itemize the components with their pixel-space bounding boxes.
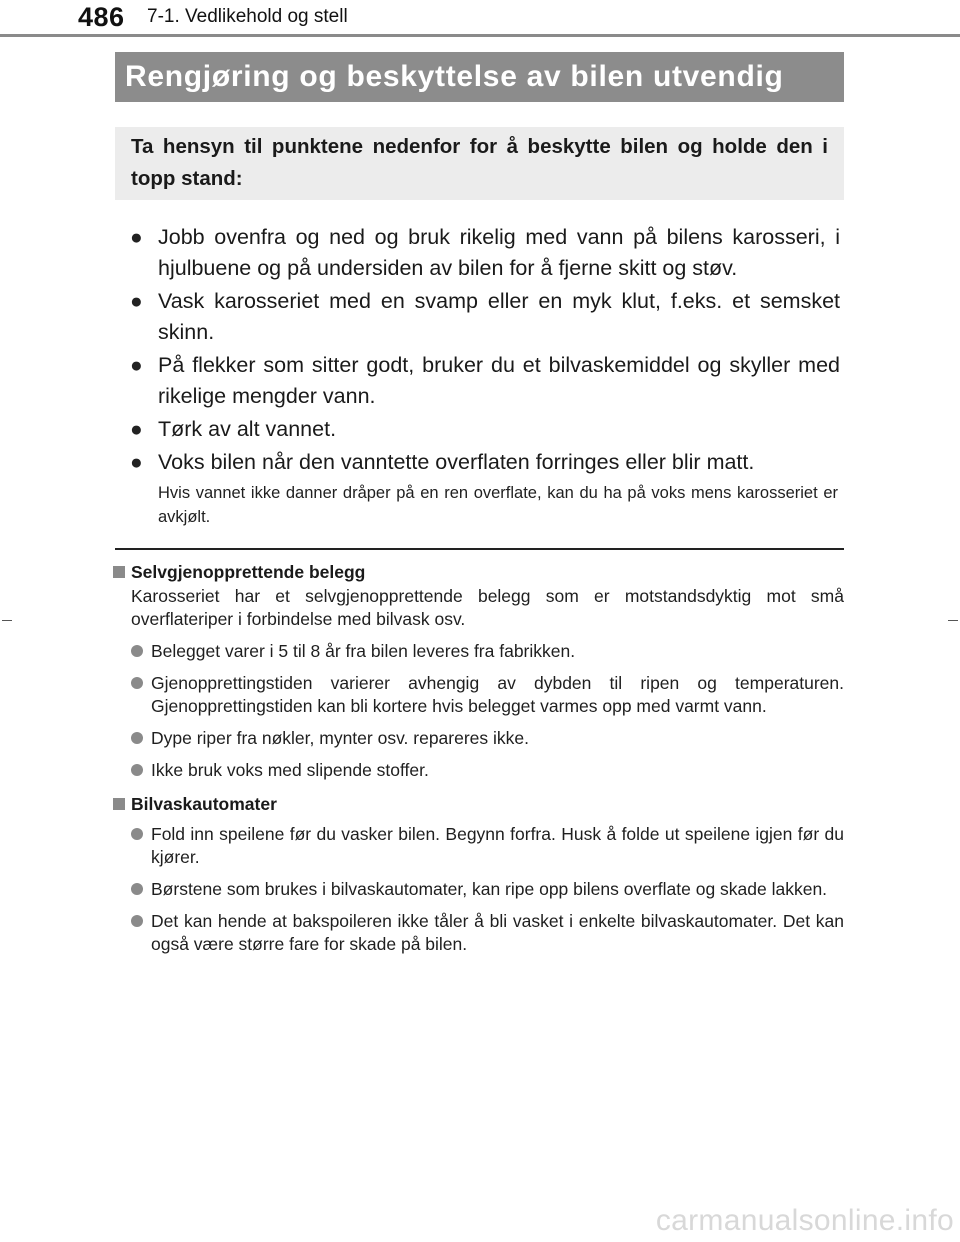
note-list — [113, 640, 844, 782]
crop-mark-right — [948, 620, 958, 621]
gray-bullet-icon — [131, 883, 143, 895]
note-item-text: Belegget varer i 5 til 8 år fra bilen leveres fra fabrikken. — [151, 641, 576, 661]
note-heading-text: Selvgjenopprettende belegg — [131, 562, 366, 582]
gray-bullet-icon — [131, 732, 143, 744]
note-item-text: Fold inn speilene før du vasker bilen. Begynn forfra. Husk å folde ut speilene igjen før du kjører. — [151, 824, 844, 867]
note-item-text: Ikke bruk voks med slipende stoffer. — [151, 760, 429, 780]
note-heading — [113, 559, 844, 585]
note-item-text: Dype riper fra nøkler, mynter osv. repareres ikke. — [151, 728, 529, 748]
list-item — [130, 447, 840, 478]
list-item — [130, 222, 840, 284]
square-marker-icon — [113, 566, 125, 578]
crop-mark-left — [2, 620, 12, 621]
main-list — [130, 222, 840, 480]
intro-box — [115, 127, 844, 200]
bullet-icon: ● — [130, 290, 143, 313]
header-rule — [0, 34, 960, 37]
list-item-text: Vask karosseriet med en svamp eller en myk klut, f.eks. et semsket skinn. — [158, 289, 840, 344]
bullet-icon: ● — [130, 354, 143, 377]
title-bar — [115, 52, 844, 102]
gray-bullet-icon — [131, 915, 143, 927]
note-item-text: Børstene som brukes i bilvaskautomater, kan ripe opp bilens overflate og skade lakken. — [151, 879, 828, 899]
gray-bullet-icon — [131, 677, 143, 689]
list-item-text: Voks bilen når den vanntette overflaten forringes eller blir matt. — [158, 450, 755, 474]
intro-text: Ta hensyn til punktene nedenfor for å beskytte bilen og holde den i topp stand: — [131, 135, 828, 190]
list-item-text: Tørk av alt vannet. — [158, 417, 337, 441]
gray-bullet-icon — [131, 764, 143, 776]
bullet-icon: ● — [130, 418, 143, 441]
list-item — [130, 286, 840, 348]
page-number: 486 — [78, 2, 125, 32]
bullet-icon: ● — [130, 226, 143, 249]
page-title: Rengjøring og beskyttelse av bilen utvendig — [125, 60, 784, 93]
note-item — [113, 823, 844, 869]
note-item — [113, 878, 844, 901]
note-item — [113, 727, 844, 750]
bullet-icon: ● — [130, 451, 143, 474]
note-item — [113, 672, 844, 718]
gray-bullet-icon — [131, 828, 143, 840]
wax-note: Hvis vannet ikke danner dråper på en ren overflate, kan du ha på voks mens karosseriet er avkjølt. — [158, 484, 838, 526]
note-heading-text: Bilvaskautomater — [131, 794, 277, 814]
list-item-text: Jobb ovenfra og ned og bruk rikelig med vann på bilens karosseri, i hjulbuene og på undersiden av bilen for å fjerne skitt og støv. — [158, 225, 840, 280]
note-heading — [113, 791, 844, 817]
note-body: Karosseriet har et selvgjenopprettende belegg som er motstandsdyktig mot små overflateriper i forbindelse med bilvask osv. — [131, 586, 844, 629]
section-divider — [115, 548, 844, 550]
square-marker-icon — [113, 798, 125, 810]
note-item-text: Gjenopprettingstiden varierer avhengig av dybden til ripen og temperaturen. Gjenopprettingstiden kan bli kortere hvis belegget varmes opp med varmt vann. — [151, 673, 844, 716]
list-item-text: På flekker som sitter godt, bruker du et bilvaskemiddel og skyller med rikelige mengder vann. — [158, 353, 840, 408]
note-list — [113, 823, 844, 956]
list-item — [130, 350, 840, 412]
notes-section — [113, 559, 844, 965]
note-item — [113, 759, 844, 782]
watermark: carmanualsonline.info — [655, 1204, 954, 1237]
section-header: 7-1. Vedlikehold og stell — [147, 6, 348, 27]
note-item — [113, 640, 844, 663]
list-item — [130, 414, 840, 445]
note-item-text: Det kan hende at bakspoileren ikke tåler å bli vasket i enkelte bilvaskautomater. Det kan også være større fare for skade på bilen. — [151, 911, 844, 954]
gray-bullet-icon — [131, 645, 143, 657]
note-item — [113, 910, 844, 956]
